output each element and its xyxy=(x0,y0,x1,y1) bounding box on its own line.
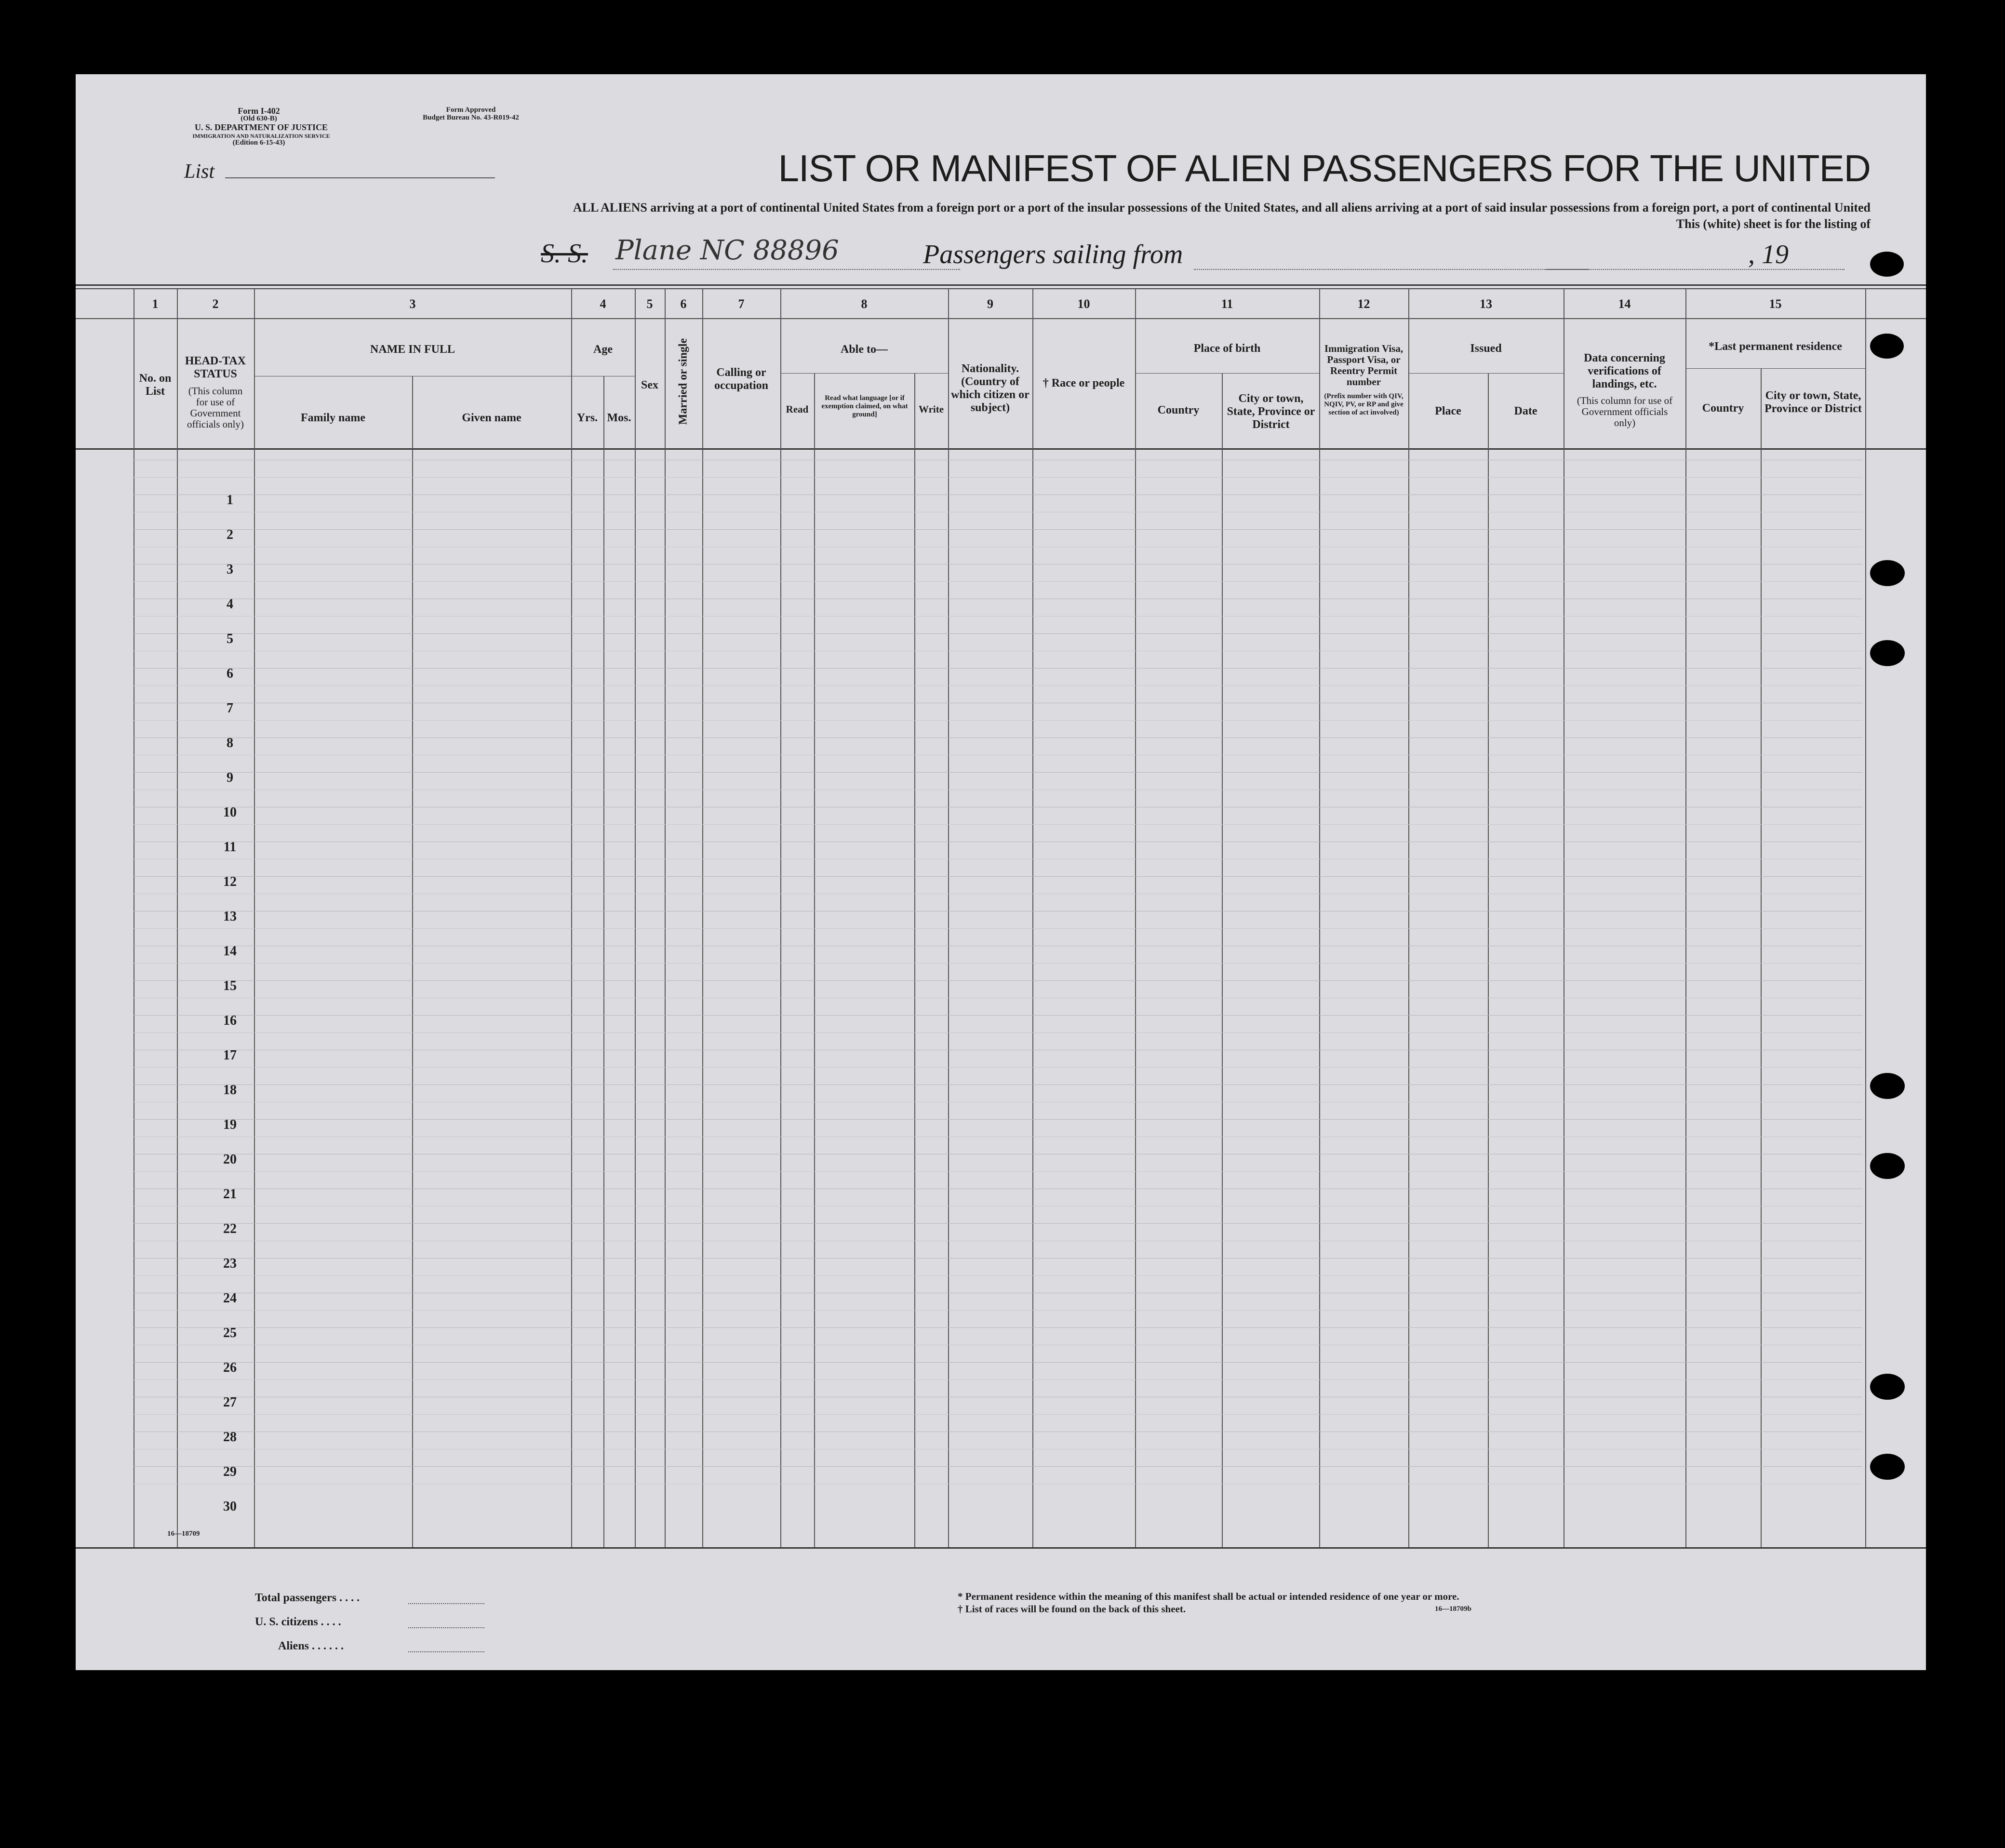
row-number: 13 xyxy=(223,909,237,924)
col-number-2: 2 xyxy=(212,297,219,311)
header-head-tax-note: (This column for use of Government officials only) xyxy=(187,385,244,430)
row-number: 2 xyxy=(227,527,233,542)
header-nationality: Nationality. (Country of which citizen or subject) xyxy=(951,362,1029,414)
row-rule xyxy=(134,1379,1862,1380)
col-number-13: 13 xyxy=(1480,297,1492,311)
us-citizens-field[interactable] xyxy=(408,1627,484,1628)
sailing-line xyxy=(1194,269,1589,270)
row-number: 7 xyxy=(227,701,233,716)
list-label: List xyxy=(184,161,215,183)
subheader-line xyxy=(1685,368,1865,369)
header-name-in-full: NAME IN FULL xyxy=(370,343,455,356)
total-passengers-label: Total passengers . . . . xyxy=(255,1592,360,1604)
row-rule xyxy=(134,1067,1862,1068)
header-birth-city: City or town, State, Province or District xyxy=(1227,392,1315,431)
col-line xyxy=(1488,373,1489,1547)
col-line xyxy=(1032,289,1033,1547)
col-line xyxy=(1319,289,1320,1547)
table-bottom-rule xyxy=(76,1547,1926,1549)
row-number: 9 xyxy=(227,770,233,785)
punch-hole xyxy=(1870,252,1904,277)
row-rule xyxy=(134,737,1862,738)
header-read: Read xyxy=(786,403,809,415)
row-number: 1 xyxy=(227,493,233,508)
row-number: 29 xyxy=(223,1464,237,1479)
header-write: Write xyxy=(918,403,944,415)
department: U. S. DEPARTMENT OF JUSTICE xyxy=(194,122,328,132)
row-rule xyxy=(134,963,1862,964)
row-number: 11 xyxy=(223,840,237,855)
col-number-9: 9 xyxy=(987,297,993,311)
us-citizens-label: U. S. citizens . . . . xyxy=(255,1616,341,1628)
col-line xyxy=(1408,289,1409,1547)
footnote-residence: * Permanent residence within the meaning of this manifest shall be actual or intended residence of one year or more. xyxy=(958,1591,1459,1602)
row-rule xyxy=(134,1223,1862,1224)
header-calling: Calling or occupation xyxy=(714,366,768,392)
service: IMMIGRATION AND NATURALIZATION SERVICE xyxy=(192,133,330,139)
punch-hole xyxy=(1870,1374,1905,1400)
footnote-code: 16—18709b xyxy=(1435,1605,1471,1613)
edition: (Edition 6-15-43) xyxy=(232,139,285,147)
header-head-tax: HEAD-TAX STATUS xyxy=(185,355,246,380)
header-family-name: Family name xyxy=(301,412,365,424)
header-married-or-single: Married or single xyxy=(677,338,690,425)
row-number: 27 xyxy=(223,1395,237,1410)
row-rule xyxy=(134,1414,1862,1415)
row-rule xyxy=(134,980,1862,981)
header-issued-place: Place xyxy=(1435,405,1461,417)
subheader-line xyxy=(1135,373,1319,374)
header-last-residence: *Last permanent residence xyxy=(1709,340,1842,353)
header-data-concerning: Data concerning verifications of landings, etc. xyxy=(1584,352,1665,390)
header-mos: Mos. xyxy=(607,412,631,424)
header-rule-bottom xyxy=(76,448,1926,450)
header-race: † Race or people xyxy=(1043,377,1125,389)
col-number-11: 11 xyxy=(1221,297,1233,311)
header-rule-top-2 xyxy=(76,288,1926,289)
col-line xyxy=(412,376,413,1547)
row-number: 12 xyxy=(223,874,237,889)
col-line xyxy=(914,373,915,1547)
subheader-line xyxy=(780,373,948,374)
subtitle-line-2: This (white) sheet is for the listing of xyxy=(1676,217,1871,231)
col-line xyxy=(1761,368,1762,1547)
total-passengers-field[interactable] xyxy=(408,1603,484,1604)
row-number: 28 xyxy=(223,1430,237,1445)
row-number: 5 xyxy=(227,631,233,646)
row-rule xyxy=(134,1258,1862,1259)
page-title: LIST OR MANIFEST OF ALIEN PASSENGERS FOR THE UNITED xyxy=(778,147,1871,189)
col-line xyxy=(665,289,666,1547)
header-residence-city: City or town, State, Province or District xyxy=(1764,389,1862,415)
row-number: 3 xyxy=(227,562,233,577)
header-no-on-list: No. on List xyxy=(139,372,172,398)
row-number: 18 xyxy=(223,1083,237,1098)
row-number: 17 xyxy=(223,1048,237,1063)
row-rule xyxy=(134,1275,1862,1276)
row-number: 20 xyxy=(223,1152,237,1167)
row-rule xyxy=(134,1171,1862,1172)
row-number: 30 xyxy=(223,1499,237,1514)
row-number: 10 xyxy=(223,805,237,820)
header-issued-date: Date xyxy=(1514,405,1537,417)
row-rule xyxy=(134,1466,1862,1467)
col-line xyxy=(1222,373,1223,1547)
budget-bureau: Budget Bureau No. 43-R019-42 xyxy=(423,114,519,121)
form-number: Form I-402 xyxy=(238,106,280,116)
row-rule xyxy=(134,1032,1862,1033)
row-number: 15 xyxy=(223,978,237,993)
col-line xyxy=(603,376,604,1547)
row-rule xyxy=(134,772,1862,773)
header-place-of-birth: Place of birth xyxy=(1193,342,1261,355)
header-given-name: Given name xyxy=(462,412,521,424)
aliens-label: Aliens . . . . . . xyxy=(278,1640,344,1652)
header-age: Age xyxy=(593,343,613,356)
row-rule xyxy=(134,668,1862,669)
ss-line xyxy=(613,269,960,270)
row-rule xyxy=(134,1310,1862,1311)
ss-label: S. S. xyxy=(541,239,588,268)
header-sex: Sex xyxy=(641,379,658,391)
header-data-note: (This column for use of Government officials only) xyxy=(1577,395,1673,429)
col-number-14: 14 xyxy=(1618,297,1631,311)
header-read-what-language: Read what language [or if exemption claimed, on what ground] xyxy=(821,394,908,418)
row-number: 22 xyxy=(223,1221,237,1236)
col-number-4: 4 xyxy=(600,297,606,311)
punch-hole xyxy=(1870,1454,1905,1480)
row-rule xyxy=(134,477,1862,478)
subtitle-line-1: ALL ALIENS arriving at a port of continental United States from a foreign port or a port of the insular possessions of the United States, and all aliens arriving at a port of said insular possessions from a foreign port, a port of continental United xyxy=(573,201,1871,214)
header-residence-country: Country xyxy=(1702,402,1744,415)
row-number: 21 xyxy=(223,1187,237,1202)
row-rule xyxy=(134,720,1862,721)
row-number: 19 xyxy=(223,1117,237,1132)
row-rule xyxy=(134,1015,1862,1016)
col-line xyxy=(780,289,781,1547)
printer-code: 16—18709 xyxy=(167,1530,200,1538)
header-issued: Issued xyxy=(1470,342,1502,355)
col-line xyxy=(635,289,636,1547)
col-line xyxy=(1865,289,1866,1547)
row-number: 26 xyxy=(223,1360,237,1375)
row-number: 24 xyxy=(223,1291,237,1306)
punch-hole xyxy=(1870,1153,1905,1179)
row-rule xyxy=(134,529,1862,530)
row-number: 25 xyxy=(223,1326,237,1340)
date-line xyxy=(1546,269,1845,270)
col-number-1: 1 xyxy=(152,297,159,311)
subheader-line xyxy=(1408,373,1564,374)
row-rule xyxy=(134,685,1862,686)
col-number-12: 12 xyxy=(1357,297,1370,311)
punch-hole xyxy=(1870,640,1905,666)
row-rule xyxy=(134,1119,1862,1120)
manifest-sheet xyxy=(76,74,1926,1670)
aliens-field[interactable] xyxy=(408,1651,484,1652)
col-number-5: 5 xyxy=(646,297,653,311)
header-visa-note: (Prefix number with QIV, NQIV, PV, or RP and give section of act involved) xyxy=(1324,392,1404,416)
ss-handwritten-entry: Plane NC 88896 xyxy=(615,235,839,266)
row-rule xyxy=(134,1362,1862,1363)
punch-hole xyxy=(1870,560,1905,586)
header-visa: Immigration Visa, Passport Visa, or Reentry Permit number xyxy=(1324,343,1404,388)
col-number-3: 3 xyxy=(409,297,416,311)
row-rule xyxy=(134,633,1862,634)
sailing-label: Passengers sailing from xyxy=(923,240,1183,269)
row-number: 16 xyxy=(223,1013,237,1028)
row-number: 23 xyxy=(223,1256,237,1271)
col-number-15: 15 xyxy=(1769,297,1782,311)
row-rule xyxy=(134,581,1862,582)
col-line xyxy=(1135,289,1136,1547)
header-yrs: Yrs. xyxy=(576,412,598,424)
row-number: 8 xyxy=(227,736,233,750)
col-line xyxy=(702,289,703,1547)
punch-hole xyxy=(1870,334,1904,359)
list-number-line xyxy=(225,177,495,178)
row-rule xyxy=(134,876,1862,877)
punch-hole xyxy=(1870,1073,1905,1099)
col-number-6: 6 xyxy=(680,297,687,311)
col-number-10: 10 xyxy=(1077,297,1090,311)
row-rule xyxy=(134,928,1862,929)
col-line xyxy=(948,289,949,1547)
row-rule xyxy=(134,1327,1862,1328)
form-approved: Form Approved xyxy=(446,106,496,114)
row-number: 14 xyxy=(223,944,237,959)
row-number: 6 xyxy=(227,666,233,681)
row-rule xyxy=(134,824,1862,825)
header-able-to: Able to— xyxy=(841,343,888,356)
col-line xyxy=(177,289,178,1547)
col-line xyxy=(814,373,815,1547)
row-number: 4 xyxy=(227,597,233,612)
col-line xyxy=(571,289,572,1547)
col-line xyxy=(1685,289,1686,1547)
footnote-races: † List of races will be found on the back of this sheet. xyxy=(958,1603,1186,1615)
year-label: , 19 xyxy=(1748,240,1789,269)
header-birth-country: Country xyxy=(1157,404,1200,416)
col-number-7: 7 xyxy=(738,297,745,311)
col-number-8: 8 xyxy=(861,297,868,311)
header-rule-top xyxy=(76,284,1926,286)
colnum-rule xyxy=(76,318,1926,319)
form-old-number: (Old 630-B) xyxy=(241,115,277,122)
